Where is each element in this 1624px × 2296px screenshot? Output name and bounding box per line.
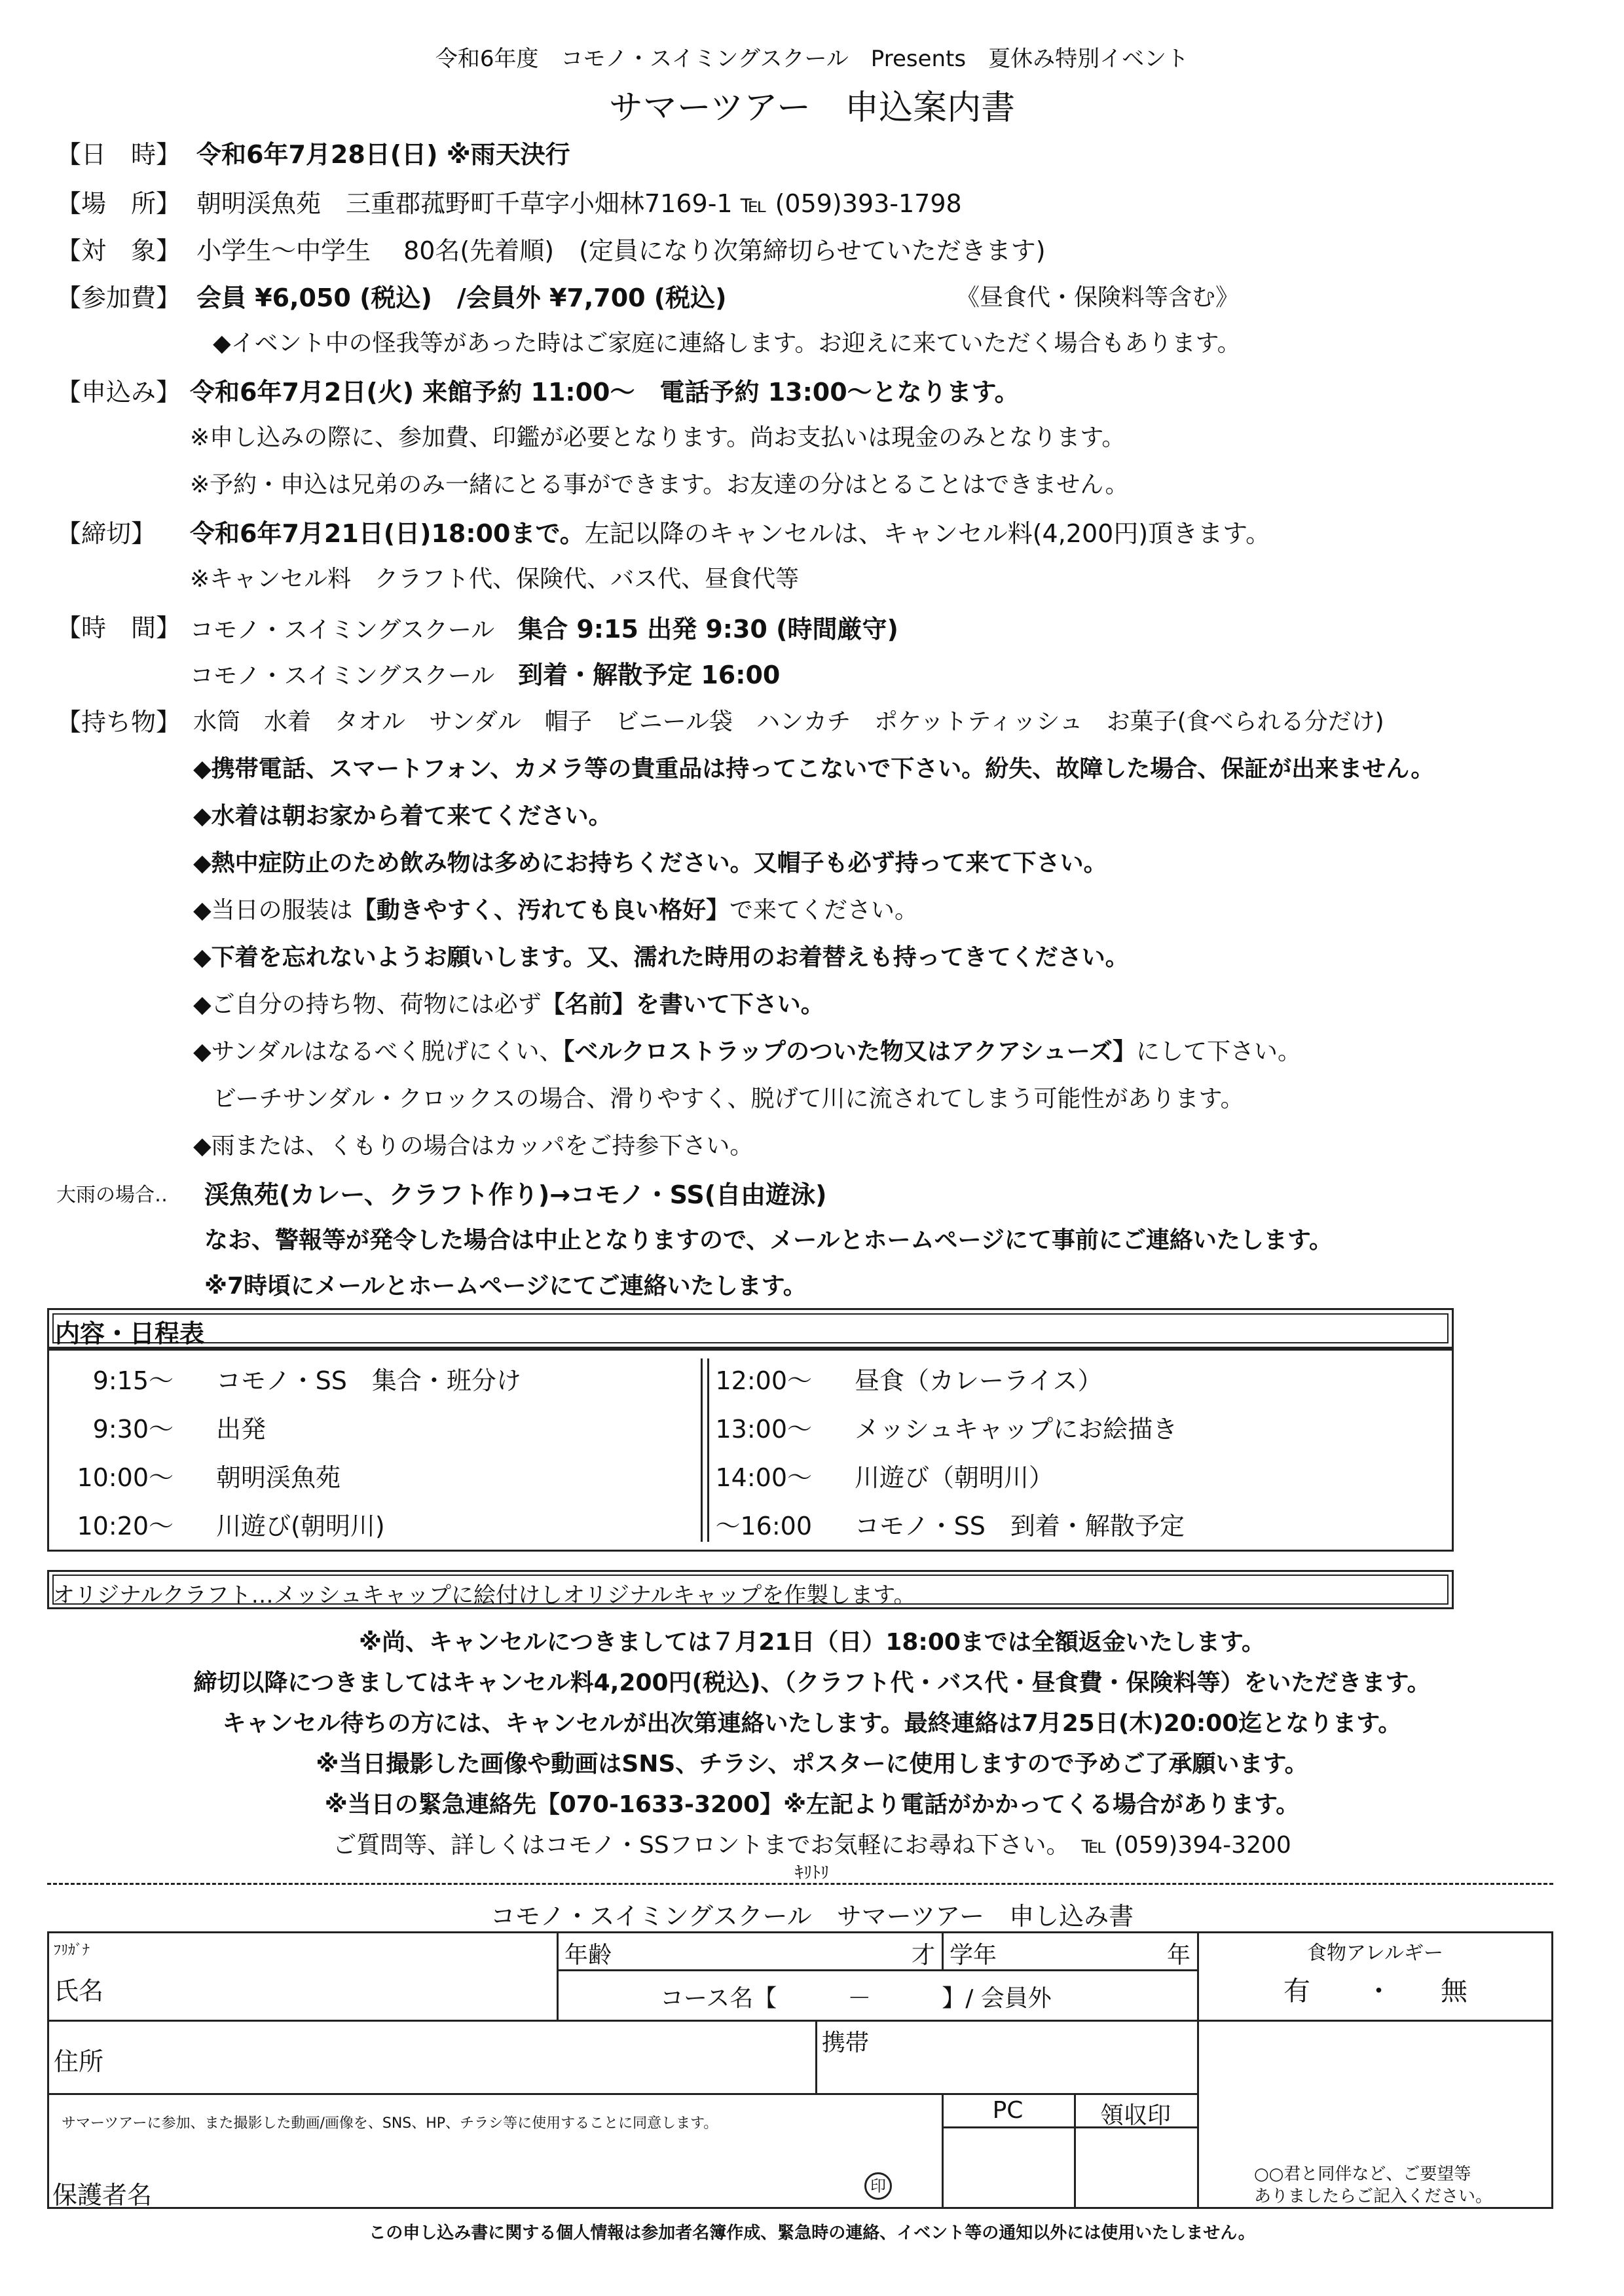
guardian-label: 保護者名 (52, 2181, 153, 2210)
schedule-left-text-1: コモノ・SS 集合・班分け (216, 1366, 521, 1395)
place-value: 朝明渓魚苑 三重郡菰野町千草字小畑林7169-1 ℡ (059)393-1798 (196, 189, 962, 218)
apply-value: 令和6年7月2日(火) 来館予約 11:00～ 電話予約 13:00～となります。 (190, 378, 1020, 407)
notice-5: ※当日の緊急連絡先【070-1633-3200】※左記より電話がかかってくる場合があります。 (324, 1791, 1300, 1818)
items-note-7a: ◆サンダルはなるべく脱げにくい、 (193, 1038, 563, 1065)
items-label: 【持ち物】 (56, 708, 181, 737)
allergy-separator: ・ (1365, 1975, 1392, 2007)
mobile-label: 携帯 (822, 2030, 870, 2056)
schedule-left-time-3: 10:00～ (77, 1463, 174, 1492)
items-note-1: ◆携帯電話、スマートフォン、カメラ等の貴重品は持ってこないで下さい。紛失、故障した場合、保証が出来ません。 (193, 756, 1435, 782)
form-line-v3 (1197, 1931, 1199, 2209)
form-line-h1 (557, 1969, 1197, 1971)
allergy-label: 食物アレルギー (1306, 1942, 1444, 1965)
deadline-value (190, 513, 1270, 549)
rain-note-1: なお、警報等が発令した場合は中止となりますので、メールとホームページにて事前にご連絡いたします。 (204, 1227, 1333, 1254)
schedule-right-time-1: 12:00～ (715, 1366, 812, 1395)
target-value: 小学生～中学生 80名(先着順) (定員になり次第締切らせていただきます) (196, 236, 1046, 265)
items-note-6a: ◆ご自分の持ち物、荷物には必ず (193, 991, 542, 1018)
items-note-7b: 【ベルクロストラップのついた物又はアクアシューズ】 (563, 1038, 1136, 1065)
items-note-5: ◆下着を忘れないようお願いします。又、濡れた時用のお着替えも持ってきてください。 (193, 944, 1129, 971)
time-meet: 集合 9:15 出発 9:30 (時間厳守) (518, 615, 898, 644)
deadline-text: 左記以降のキャンセルは、キャンセル料(4,200円)頂きます。 (584, 519, 1271, 548)
time-place-2: コモノ・スイミングスクール (190, 663, 495, 689)
consent-text: サマーツアーに参加、また撮影した動画/画像を、SNS、HP、チラシ等に使用することに同意します。 (62, 2115, 718, 2132)
rain-note-2: ※7時頃にメールとホームページにてご連絡いたします。 (204, 1273, 807, 1300)
items-note-4c: で来てください。 (729, 897, 918, 924)
seal-mark: 印 (864, 2172, 892, 2200)
age-field[interactable] (629, 1935, 904, 1966)
form-line-h2 (47, 2020, 1197, 2022)
items-note-9: ◆雨または、くもりの場合はカッパをご持参下さい。 (193, 1133, 754, 1159)
schedule-left-text-4: 川遊び(朝明川) (216, 1512, 385, 1540)
address-field[interactable] (138, 2026, 805, 2088)
request-note-1: ○○君と同伴など、ご要望等 (1254, 2164, 1471, 2184)
furigana-label: ﾌﾘｶﾞﾅ (54, 1942, 90, 1959)
course-field[interactable]: コース名【 － 】/ 会員外 (660, 1985, 1052, 2012)
schedule-left-time-1: 9:15～ (92, 1366, 174, 1395)
place-label: 【場 所】 (56, 189, 181, 218)
address-label: 住所 (54, 2047, 104, 2076)
allergy-no[interactable]: 無 (1441, 1975, 1467, 2007)
schedule-left-text-3: 朝明渓魚苑 (216, 1463, 341, 1492)
rain-value: 渓魚苑(カレー、クラフト作り)→コモノ・SS(自由遊泳) (204, 1180, 827, 1209)
notice-4: ※当日撮影した画像や動画はSNS、チラシ、ポスターに使用しますので予めご了承願います。 (316, 1751, 1308, 1777)
target-label: 【対 象】 (56, 236, 181, 265)
date-label: 【日 時】 (56, 140, 181, 169)
grade-unit: 年 (1167, 1942, 1191, 1969)
time-place-1: コモノ・スイミングスクール (190, 617, 495, 644)
items-note-7 (193, 1033, 1301, 1066)
receipt-label: 領収印 (1099, 2102, 1171, 2129)
cut-label: ｷﾘﾄﾘ (794, 1863, 829, 1883)
apply-note-2: ※予約・申込は兄弟のみ一緒にとる事ができます。お友達の分はとることはできません。 (190, 471, 1129, 498)
request-field[interactable] (1205, 2026, 1545, 2151)
form-line-v1 (557, 1931, 559, 2020)
fee-injury-note: ◆イベント中の怪我等があった時はご家庭に連絡します。お迎えに来ていただく場合もあります。 (213, 330, 1241, 357)
name-field[interactable] (138, 1961, 544, 2007)
time-arrive: 到着・解散予定 16:00 (518, 661, 781, 689)
schedule-title: 内容・日程表 (55, 1319, 205, 1348)
date-value: 令和6年7月28日(日) ※雨天決行 (196, 140, 570, 169)
apply-label: 【申込み】 (56, 378, 181, 407)
schedule-left-time-4: 10:20～ (77, 1512, 174, 1540)
rain-label: 大雨の場合‥ (56, 1184, 168, 1207)
form-line-v2 (942, 1931, 944, 1969)
mobile-field[interactable] (822, 2052, 1189, 2088)
cut-line (47, 1883, 1553, 1885)
schedule-right-text-2: メッシュキャップにお絵描き (855, 1415, 1178, 1444)
craft-text: オリジナルクラフト…メッシュキャップに絵付けしオリジナルキャップを作製します。 (52, 1582, 916, 1609)
items-note-2: ◆水着は朝お家から着て来てください。 (193, 803, 612, 829)
apply-note-1: ※申し込みの際に、参加費、印鑑が必要となります。尚お支払いは現金のみとなります。 (190, 424, 1126, 451)
name-label: 氏名 (54, 1977, 104, 2005)
schedule-right-time-4: ～16:00 (715, 1512, 812, 1540)
time-line-1 (190, 609, 898, 645)
contact-line: ご質問等、詳しくはコモノ・SSフロントまでお気軽にお尋ね下さい。 ℡ (059)394-3200 (333, 1832, 1291, 1859)
event-subtitle: 令和6年度 コモノ・スイミングスクール Presents 夏休み特別イベント (435, 46, 1189, 72)
deadline-label: 【締切】 (56, 519, 157, 548)
notice-3: キャンセル待ちの方には、キャンセルが出次第連絡いたします。最終連絡は7月25日(木)20:00迄となります。 (222, 1710, 1402, 1737)
schedule-left-text-2: 出発 (216, 1415, 267, 1444)
time-label: 【時 間】 (56, 613, 181, 642)
time-line-2 (190, 655, 780, 691)
schedule-right-text-3: 川遊び（朝明川） (855, 1463, 1054, 1492)
items-note-4 (193, 892, 918, 925)
schedule-right-text-4: コモノ・SS 到着・解散予定 (855, 1512, 1185, 1540)
items-note-4b: 【動きやすく、汚れても良い格好】 (352, 897, 729, 924)
items-note-3: ◆熱中症防止のため飲み物は多めにお持ちください。又帽子も必ず持って来て下さい。 (193, 850, 1107, 877)
deadline-note: ※キャンセル料 クラフト代、保険代、バス代、昼食代等 (190, 566, 800, 592)
age-label: 年齢 (564, 1942, 612, 1969)
form-line-h2b (1197, 2020, 1553, 2022)
schedule-right-text-1: 昼食（カレーライス） (855, 1366, 1103, 1395)
schedule-right-time-2: 13:00～ (715, 1415, 812, 1444)
form-line-v4 (815, 2020, 817, 2093)
notice-2: 締切以降につきましてはキャンセル料4,200円(税込)、（クラフト代・バス代・昼食費・保険料等）をいただきます。 (193, 1669, 1431, 1696)
grade-field[interactable] (1015, 1935, 1166, 1966)
items-note-8: ビーチサンダル・クロックスの場合、滑りやすく、脱げて川に流されてしまう可能性があります。 (213, 1085, 1244, 1112)
fee-value: 会員 ¥6,050 (税込) /会員外 ¥7,700 (税込) (196, 283, 727, 312)
items-value: 水筒 水着 タオル サンダル 帽子 ビニール袋 ハンカチ ポケットティッシュ お菓子(食べられる分だけ) (193, 708, 1384, 735)
form-title: コモノ・スイミングスクール サマーツアー 申し込み書 (490, 1902, 1134, 1931)
items-note-6 (193, 986, 824, 1019)
guardian-field[interactable] (164, 2160, 858, 2200)
items-note-4a: ◆当日の服装は (193, 897, 353, 924)
form-line-h3 (47, 2093, 1197, 2095)
age-unit: 才 (912, 1942, 936, 1969)
schedule-right-time-3: 14:00～ (715, 1463, 812, 1492)
allergy-yes[interactable]: 有 (1283, 1975, 1310, 2007)
grade-label: 学年 (950, 1942, 997, 1969)
pc-label: PC (992, 2097, 1024, 2124)
page-title: サマーツアー 申込案内書 (608, 88, 1016, 128)
notice-1: ※尚、キャンセルにつきましては７月21日（日）18:00までは全額返金いたします。 (358, 1629, 1266, 1656)
schedule-header-inner (52, 1313, 1449, 1343)
deadline-date: 令和6年7月21日(日)18:00まで。 (190, 519, 585, 548)
fee-label: 【参加費】 (56, 283, 181, 312)
schedule-left-time-2: 9:30～ (92, 1415, 174, 1444)
items-note-7c: にして下さい。 (1135, 1038, 1301, 1065)
items-note-6b: 【名前】を書いて下さい。 (541, 991, 824, 1018)
fee-note: 《昼食代・保険料等含む》 (956, 284, 1240, 311)
privacy-footer: この申し込み書に関する個人情報は参加者名簿作成、緊急時の連絡、イベント等の通知以外には使用いたしません。 (369, 2223, 1255, 2243)
request-note-2: ありましたらご記入ください。 (1254, 2187, 1493, 2206)
